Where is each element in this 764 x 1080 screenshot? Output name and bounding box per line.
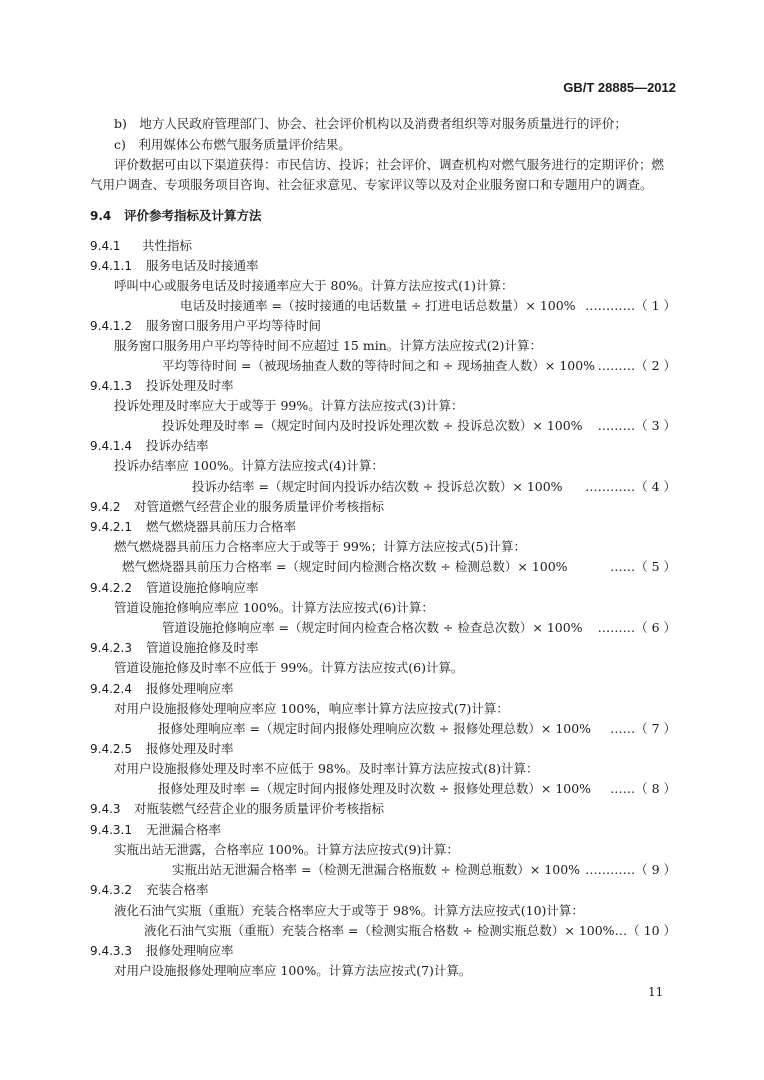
clause-number: 9.4.3.2 (90, 883, 132, 897)
formula: 实瓶出站无泄漏合格率 =（检测无泄漏合格瓶数 ÷ 检测总瓶数）× 100% (172, 862, 581, 877)
clause-title: 管道设施抢修响应率 (146, 580, 259, 595)
clause-title: 充装合格率 (146, 882, 209, 897)
clause-heading (90, 943, 234, 959)
clause-heading (90, 741, 234, 757)
clause-text: 对用户设施报修处理及时率不应低于 98%。及时率计算方法应按式(8)计算： (114, 761, 539, 776)
clause-text: 对用户设施报修处理响应率应 100%，响应率计算方法应按式(7)计算： (114, 701, 509, 716)
clause-text: 管道设施抢修及时率不应低于 99%。计算方法应按式(6)计算。 (114, 660, 464, 675)
formula: 投诉办结率 =（规定时间内投诉办结次数 ÷ 投诉总次数）× 100% (192, 479, 563, 494)
section-number: 9.4.2 (90, 500, 121, 514)
formula: 电话及时接通率 =（按时接通的电话数量 ÷ 打进电话总数量）× 100% (180, 298, 576, 313)
equation-number: ……（ 8 ） (610, 781, 676, 796)
equation-number: ………（ 2 ） (597, 358, 676, 373)
equation-number: ……（ 5 ） (610, 559, 676, 574)
clause-number: 9.4.2.3 (90, 641, 132, 655)
clause-text: 实瓶出站无泄露，合格率应 100%。计算方法应按式(9)计算： (114, 842, 459, 857)
clause-text: 服务窗口服务用户平均等待时间不应超过 15 min。计算方法应按式(2)计算： (114, 338, 542, 353)
section-number: 9.4.1 (90, 239, 121, 253)
clause-heading (90, 822, 221, 838)
clause-text: 呼叫中心或服务电话及时接通率应大于 80%。计算方法应按式(1)计算： (114, 278, 514, 293)
clause-text: 液化石油气实瓶（重瓶）充装合格率应大于或等于 98%。计算方法应按式(10)计算： (114, 903, 584, 918)
section-title: 评价参考指标及计算方法 (124, 208, 262, 223)
clause-text: 投诉处理及时率应大于或等于 99%。计算方法应按式(3)计算： (114, 398, 464, 413)
clause-title: 报修处理响应率 (146, 681, 234, 696)
clause-title: 燃气燃烧器具前压力合格率 (146, 519, 297, 534)
clause-heading (90, 438, 209, 454)
formula: 报修处理响应率 =（规定时间内报修处理响应次数 ÷ 报修处理总数）× 100% (158, 721, 592, 736)
clause-title: 投诉办结率 (146, 438, 209, 453)
clause-number: 9.4.2.5 (90, 742, 132, 756)
section-title: 对瓶装燃气经营企业的服务质量评价考核指标 (134, 801, 385, 816)
clause-title: 服务窗口服务用户平均等待时间 (146, 318, 322, 333)
section-number: 9.4.3 (90, 802, 121, 816)
clause-title: 管道设施抢修及时率 (146, 640, 259, 655)
clause-heading (90, 580, 259, 596)
clause-number: 9.4.2.2 (90, 581, 132, 595)
clause-heading (90, 258, 259, 274)
subsection-heading (90, 238, 192, 254)
subsection-heading (90, 499, 384, 515)
clause-number: 9.4.3.1 (90, 823, 132, 837)
formula: 投诉处理及时率 =（规定时间内及时投诉处理次数 ÷ 投诉总次数）× 100% (162, 418, 583, 433)
formula: 燃气燃烧器具前压力合格率 =（规定时间内检测合格次数 ÷ 检测总数）× 100% (122, 559, 568, 574)
paragraph-line: 气用户调查、专项服务项目咨询、社会征求意见、专家评议等以及对企业服务窗口和专题用户的调查。 (90, 177, 653, 192)
clause-number: 9.4.2.1 (90, 520, 132, 534)
equation-number: ………（ 6 ） (597, 620, 676, 635)
clause-title: 投诉处理及时率 (146, 378, 234, 393)
clause-number: 9.4.1.4 (90, 439, 132, 453)
equation-number: ………（ 3 ） (597, 418, 676, 433)
section-title: 对管道燃气经营企业的服务质量评价考核指标 (134, 499, 385, 514)
standard-number: GB/T 28885—2012 (563, 80, 676, 95)
section-number: 9.4 (90, 209, 112, 223)
clause-text: 燃气燃烧器具前压力合格率应大于或等于 99%；计算方法应按式(5)计算： (114, 539, 526, 554)
page-number: 11 (648, 985, 664, 999)
equation-number: …………（ 1 ） (585, 298, 676, 313)
equation-number: …………（ 9 ） (585, 862, 676, 877)
equation-number: ……（ 7 ） (610, 721, 676, 736)
list-item-b: b) 地方人民政府管理部门、协会、社会评价机构以及消费者组织等对服务质量进行的评价； (114, 116, 627, 131)
formula: 液化石油气实瓶（重瓶）充装合格率 =（检测实瓶合格数 ÷ 检测实瓶总数）× 100% (144, 923, 615, 938)
clause-heading (90, 640, 259, 656)
clause-number: 9.4.1.1 (90, 259, 132, 273)
clause-number: 9.4.1.2 (90, 319, 132, 333)
equation-number: …（ 10 ） (614, 923, 676, 938)
paragraph-line: 评价数据可由以下渠道获得：市民信访、投诉；社会评价、调查机构对燃气服务进行的定期评价；燃 (114, 157, 665, 172)
clause-heading (90, 318, 321, 334)
formula: 报修处理及时率 =（规定时间内报修处理及时次数 ÷ 报修处理总数）× 100% (158, 781, 592, 796)
section-title: 共性指标 (142, 238, 193, 253)
clause-text: 对用户设施报修处理响应率应 100%。计算方法应按式(7)计算。 (114, 963, 472, 978)
equation-number: …………（ 4 ） (585, 479, 676, 494)
formula: 平均等待时间 =（被现场抽查人数的等待时间之和 ÷ 现场抽查人数）× 100% (162, 358, 596, 373)
clause-text: 管道设施抢修响应率应 100%。计算方法应按式(6)计算： (114, 600, 434, 615)
formula: 管道设施抢修响应率 =（规定时间内检查合格次数 ÷ 检查总次数）× 100% (162, 620, 583, 635)
clause-heading (90, 378, 234, 394)
clause-number: 9.4.3.3 (90, 944, 132, 958)
list-item-c: c) 利用媒体公布燃气服务质量评价结果。 (114, 137, 351, 152)
clause-title: 报修处理响应率 (146, 943, 234, 958)
clause-heading (90, 681, 234, 697)
clause-number: 9.4.2.4 (90, 682, 132, 696)
clause-number: 9.4.1.3 (90, 379, 132, 393)
clause-heading (90, 882, 209, 898)
clause-heading (90, 519, 296, 535)
clause-title: 无泄漏合格率 (146, 822, 222, 837)
section-heading (90, 208, 262, 224)
clause-title: 服务电话及时接通率 (146, 258, 259, 273)
subsection-heading (90, 801, 384, 817)
clause-title: 报修处理及时率 (146, 741, 234, 756)
clause-text: 投诉办结率应 100%。计算方法应按式(4)计算： (114, 458, 384, 473)
